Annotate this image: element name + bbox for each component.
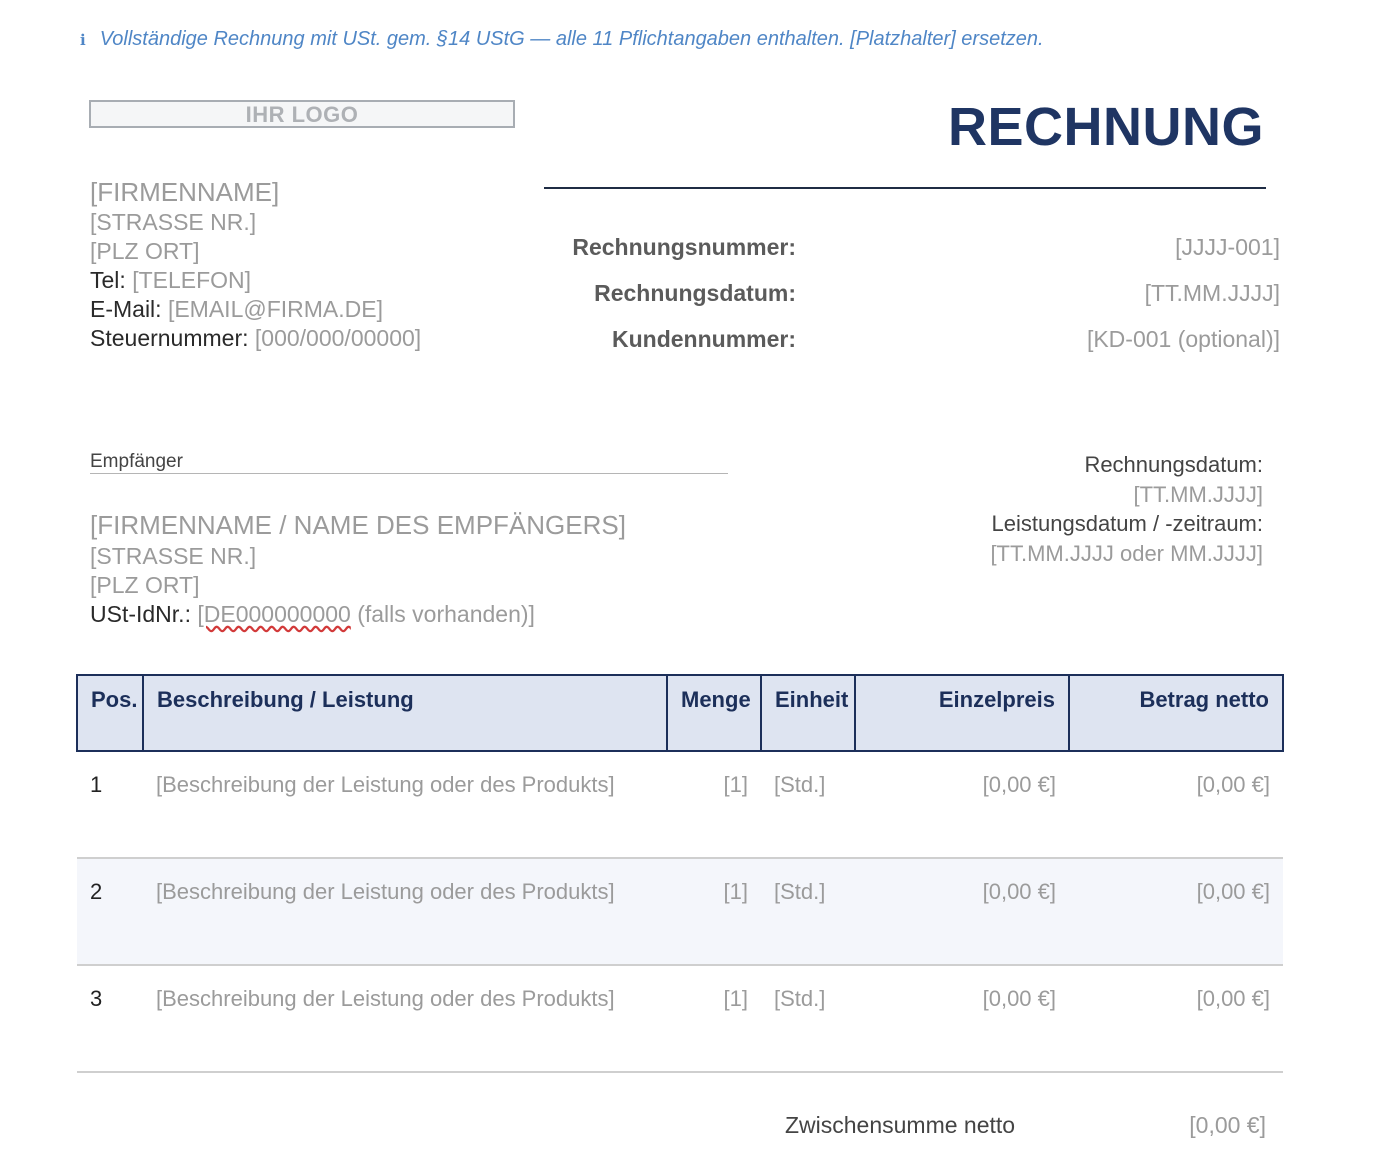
table-row	[77, 751, 1283, 858]
recipient-vat-label: USt-IdNr.:	[90, 601, 198, 627]
cell-description: [Beschreibung der Leistung oder des Produkts]	[143, 858, 667, 965]
sender-address	[90, 176, 421, 353]
recipient-vat-line	[90, 600, 626, 629]
cell-qty: [1]	[667, 965, 761, 1072]
hint-text: Vollständige Rechnung mit USt. gem. §14 UStG — alle 11 Pflichtangaben enthalten. [Platzhalter] ersetzen.	[99, 28, 1044, 50]
meta-value: [TT.MM.JJJJ]	[1144, 280, 1280, 306]
cell-unit: [Std.]	[761, 965, 855, 1072]
sender-phone-label: Tel:	[90, 267, 133, 293]
invoice-date-value: [TT.MM.JJJJ]	[1133, 481, 1263, 507]
sender-tax-line	[90, 324, 421, 353]
invoice-meta	[540, 234, 1280, 372]
table-row	[77, 858, 1283, 965]
subtotal-value: [0,00 €]	[1189, 1112, 1266, 1138]
title-divider	[544, 187, 1266, 189]
meta-row-invoice-date	[540, 280, 1280, 326]
cell-qty: [1]	[667, 858, 761, 965]
recipient-street: [STRASSE NR.]	[90, 543, 257, 569]
column-header-net: Betrag netto	[1069, 675, 1283, 751]
subtotal-label: Zwischensumme netto	[785, 1112, 1016, 1138]
sender-street: [STRASSE NR.]	[90, 209, 257, 235]
column-header-pos: Pos.	[77, 675, 143, 751]
table-row	[77, 965, 1283, 1072]
table-header-row	[77, 675, 1283, 751]
document-title: RECHNUNG	[947, 97, 1264, 157]
recipient-vat-suffix: (falls vorhanden)]	[350, 601, 535, 627]
column-header-qty: Menge	[667, 675, 761, 751]
sender-email: [EMAIL@FIRMA.DE]	[167, 296, 383, 322]
service-date-label: Leistungsdatum / -zeitraum:	[991, 511, 1263, 536]
line-items-table	[76, 674, 1284, 1073]
cell-description: [Beschreibung der Leistung oder des Produkts]	[143, 965, 667, 1072]
cell-unit-price: [0,00 €]	[855, 858, 1069, 965]
column-header-unit: Einheit	[761, 675, 855, 751]
cell-unit: [Std.]	[761, 858, 855, 965]
hint-banner	[80, 28, 1044, 51]
invoice-date-label: Rechnungsdatum:	[1084, 452, 1263, 477]
cell-description: [Beschreibung der Leistung oder des Produkts]	[143, 751, 667, 858]
recipient-divider	[90, 473, 728, 474]
sender-phone-line	[90, 266, 421, 295]
meta-label: Rechnungsnummer:	[572, 234, 796, 260]
cell-net: [0,00 €]	[1069, 751, 1283, 858]
sender-city: [PLZ ORT]	[90, 238, 200, 264]
meta-value: [JJJJ-001]	[1175, 234, 1280, 260]
meta-value: [KD-001 (optional)]	[1086, 326, 1280, 352]
column-header-unit-price: Einzelpreis	[855, 675, 1069, 751]
meta-row-customer-number	[540, 326, 1280, 372]
cell-net: [0,00 €]	[1069, 965, 1283, 1072]
cell-pos: 1	[77, 751, 143, 858]
sender-company: [FIRMENNAME]	[90, 177, 280, 207]
meta-row-invoice-number	[540, 234, 1280, 280]
logo-placeholder: IHR LOGO	[89, 100, 515, 128]
cell-pos: 2	[77, 858, 143, 965]
recipient-address	[90, 508, 626, 629]
date-block	[990, 450, 1263, 568]
recipient-vat-id: [DE000000000	[197, 601, 351, 627]
recipient-name: [FIRMENNAME / NAME DES EMPFÄNGERS]	[90, 510, 626, 540]
cell-net: [0,00 €]	[1069, 858, 1283, 965]
recipient-city: [PLZ ORT]	[90, 572, 200, 598]
sender-tax-label: Steuernummer:	[90, 325, 255, 351]
cell-unit: [Std.]	[761, 751, 855, 858]
sender-tax-number: [000/000/00000]	[254, 325, 422, 351]
service-date-value: [TT.MM.JJJJ oder MM.JJJJ]	[990, 540, 1263, 566]
info-icon: ℹ	[80, 32, 86, 49]
cell-qty: [1]	[667, 751, 761, 858]
sender-email-line	[90, 295, 421, 324]
meta-label: Kundennummer:	[612, 326, 796, 352]
column-header-description: Beschreibung / Leistung	[143, 675, 667, 751]
cell-unit-price: [0,00 €]	[855, 965, 1069, 1072]
meta-label: Rechnungsdatum:	[594, 280, 796, 306]
cell-pos: 3	[77, 965, 143, 1072]
sender-phone: [TELEFON]	[132, 267, 252, 293]
sender-email-label: E-Mail:	[90, 296, 168, 322]
recipient-section-label: Empfänger	[90, 451, 183, 472]
cell-unit-price: [0,00 €]	[855, 751, 1069, 858]
